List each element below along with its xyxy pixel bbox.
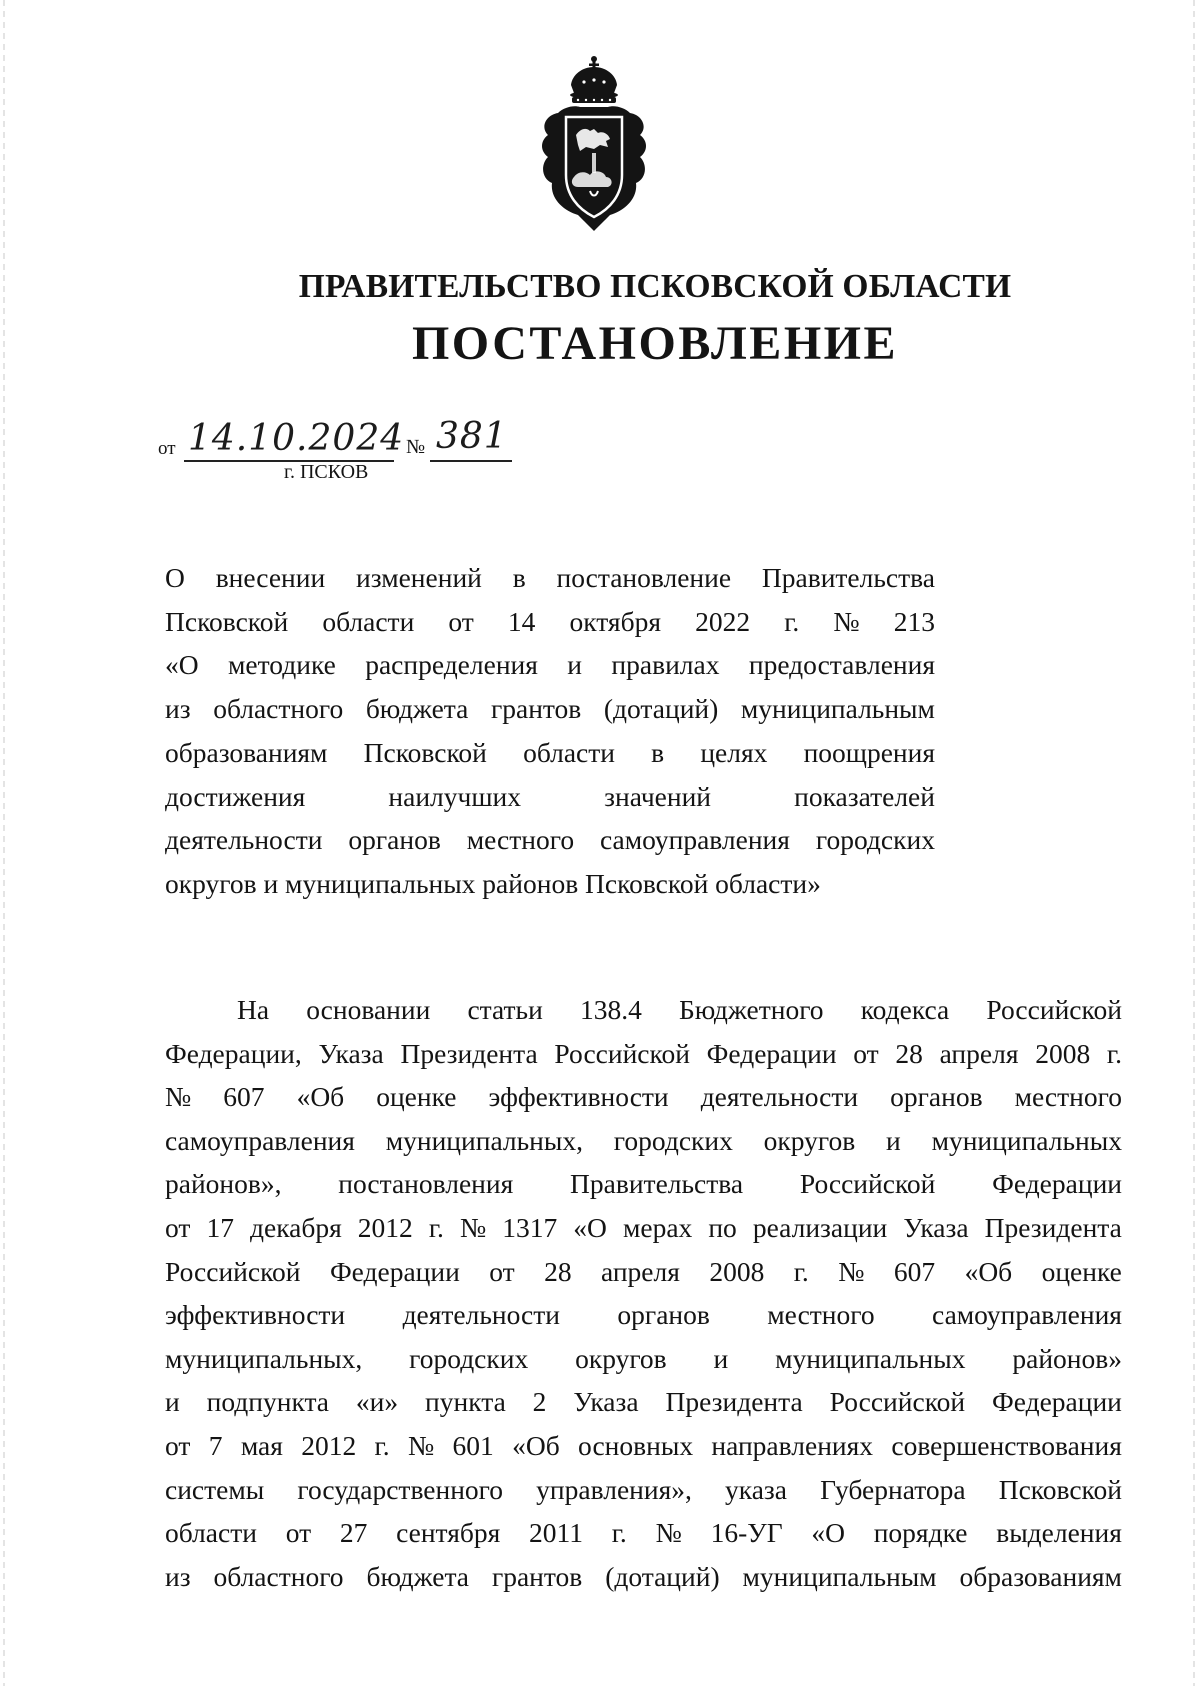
handwritten-number: 381 (436, 416, 508, 457)
body-line: эффективности деятельности органов местного самоуправления (165, 1299, 1122, 1331)
pskov-coat-of-arms-icon (528, 55, 660, 235)
date-label: от (158, 438, 176, 459)
title-line: из областного бюджета грантов (дотаций) муниципальным (165, 693, 935, 725)
body-line: районов», постановления Правительства Российской Федерации (165, 1168, 1122, 1200)
body-paragraph (165, 988, 1122, 1598)
number-label: № (406, 436, 426, 458)
body-line: от 17 декабря 2012 г. № 1317 «О мерах по реализации Указа Президента (165, 1211, 1122, 1243)
document-title (165, 556, 935, 906)
title-line: достижения наилучших значений показателей (165, 780, 935, 812)
body-line: и подпункта «и» пункта 2 Указа Президента Российской Федерации (165, 1386, 1122, 1418)
scan-edge-left (3, 0, 5, 1686)
body-line: из областного бюджета грантов (дотаций) муниципальным образованиям (165, 1560, 1122, 1592)
handwritten-date: 14.10.2024 (188, 418, 405, 459)
body-line: области от 27 сентября 2011 г. № 16-УГ «О порядке выделения (165, 1517, 1122, 1549)
title-line: Псковской области от 14 октября 2022 г. № 213 (165, 605, 935, 637)
number-underline (430, 460, 512, 462)
title-line: «О методике распределения и правилах предоставления (165, 649, 935, 681)
body-line: муниципальных, городских округов и муниципальных районов» (165, 1342, 1122, 1374)
body-line: № 607 «Об оценке эффективности деятельности органов местного (165, 1081, 1122, 1113)
body-line: от 7 мая 2012 г. № 601 «Об основных направлениях совершенствования (165, 1429, 1122, 1461)
city-name: г. ПСКОВ (284, 461, 369, 483)
title-line: деятельности органов местного самоуправления городских (165, 824, 935, 856)
document-type: ПОСТАНОВЛЕНИЕ (411, 317, 899, 370)
body-line: Российской Федерации от 28 апреля 2008 г. № 607 «Об оценке (165, 1255, 1122, 1287)
body-line: Федерации, Указа Президента Российской Федерации от 28 апреля 2008 г. (165, 1037, 1122, 1069)
scan-edge-right (1193, 0, 1195, 1686)
title-line: О внесении изменений в постановление Правительства (165, 562, 935, 593)
body-line: системы государственного управления», указа Губернатора Псковской (165, 1473, 1122, 1505)
title-line: округов и муниципальных районов Псковской области» (165, 867, 821, 899)
title-line: образованиям Псковской области в целях поощрения (165, 736, 935, 768)
government-name: ПРАВИТЕЛЬСТВО ПСКОВСКОЙ ОБЛАСТИ (298, 268, 1012, 305)
body-line: самоуправления муниципальных, городских округов и муниципальных (165, 1124, 1122, 1156)
body-line: На основании статьи 138.4 Бюджетного кодекса Российской (237, 994, 1122, 1025)
